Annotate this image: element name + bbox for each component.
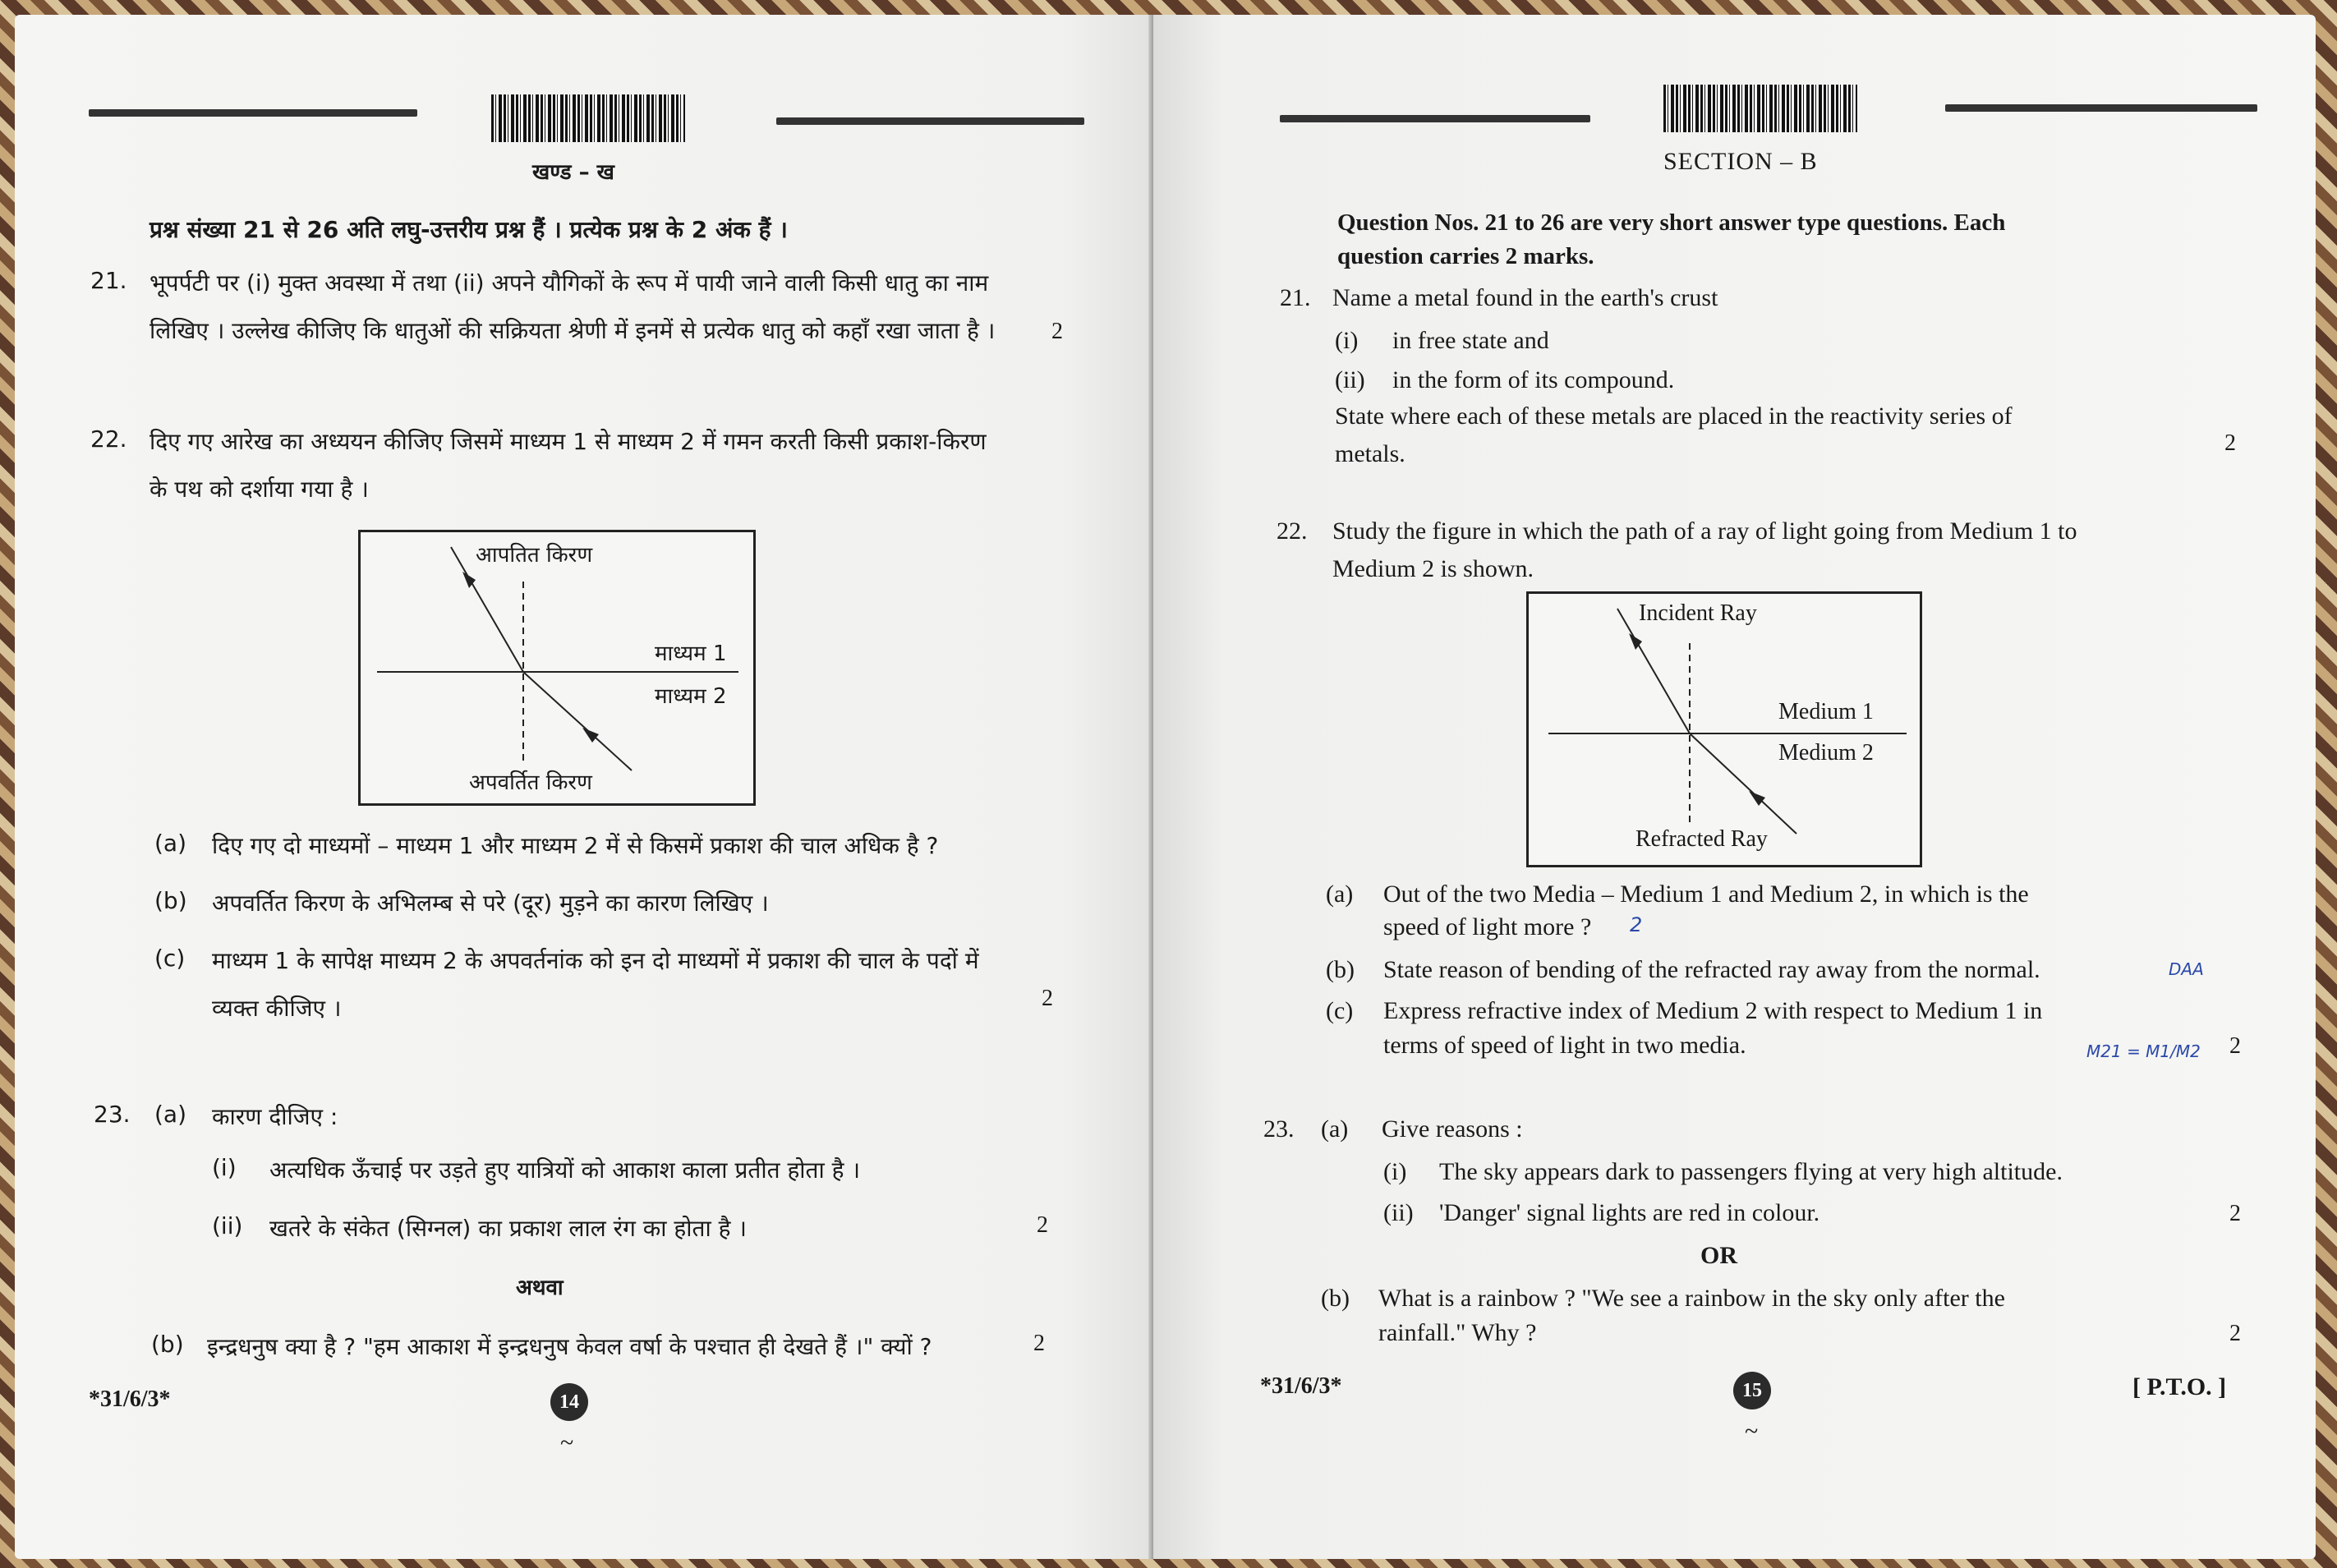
header-rule-left-en xyxy=(1280,115,1590,122)
q23b-label: (b) xyxy=(151,1331,184,1358)
q23b-line2-en: rainfall." Why ? xyxy=(1378,1319,1537,1346)
refracted-arrow-en-icon xyxy=(1749,791,1765,806)
q22a-line1-en: Out of the two Media – Medium 1 and Medium 2, in which is the xyxy=(1383,881,2029,908)
q23a-label-en: (a) xyxy=(1321,1115,1349,1143)
figure-label-refracted-en: Refracted Ray xyxy=(1635,826,1768,852)
q23a-marks-en: 2 xyxy=(2229,1201,2241,1226)
q21-line2: लिखिए । उल्लेख कीजिए कि धातुओं की सक्रियता श्रेणी में इनमें से प्रत्येक धातु को कहाँ रखा जाता है । xyxy=(150,317,996,344)
q23a-marks: 2 xyxy=(1037,1212,1048,1238)
figure-label-refracted-hindi: अपवर्तित किरण xyxy=(469,770,592,795)
header-rule-right xyxy=(776,117,1084,125)
q22a-line2-en: speed of light more ? xyxy=(1383,913,1592,940)
intro-hindi: प्रश्न संख्या 21 से 26 अति लघु-उत्तरीय प्रश्न हैं । प्रत्येक प्रश्न के 2 अंक हैं । xyxy=(150,216,788,243)
barcode xyxy=(491,94,685,142)
pto-label: [ P.T.O. ] xyxy=(2132,1373,2227,1400)
q22c-label-en: (c) xyxy=(1326,997,1354,1024)
q23ii-text-en: 'Danger' signal lights are red in colour. xyxy=(1439,1199,1820,1226)
handwritten-answer-c: M21 = M1/M2 xyxy=(2086,1042,2201,1061)
q23b-label-en: (b) xyxy=(1321,1285,1350,1312)
q23-number: 23. xyxy=(94,1101,131,1128)
section-heading-english: SECTION – B xyxy=(1663,148,1818,175)
intro-line1: Question Nos. 21 to 26 are very short answer type questions. Each xyxy=(1337,209,2006,236)
page-number-left: 14 xyxy=(550,1383,588,1421)
figure-label-incident-en: Incident Ray xyxy=(1639,600,1757,626)
q22-marks-en: 2 xyxy=(2229,1033,2241,1059)
q23b-marks: 2 xyxy=(1033,1331,1045,1356)
q23i-label-en: (i) xyxy=(1383,1158,1407,1185)
q23ii-label: (ii) xyxy=(212,1212,243,1239)
barcode-en xyxy=(1663,85,1857,132)
refracted-arrow-icon xyxy=(582,728,599,743)
refraction-diagram-english xyxy=(1529,594,1920,865)
q23b-line1-en: What is a rainbow ? "We see a rainbow in the sky only after the xyxy=(1378,1285,2005,1312)
q22c-line1: माध्यम 1 के सापेक्ष माध्यम 2 के अपवर्तनांक को इन दो माध्यमों में प्रकाश की चाल के पदों में xyxy=(212,947,979,974)
q21-line1: भूपर्पटी पर (i) मुक्त अवस्था में तथा (ii) अपने यौगिकों के रूप में पायी जाने वाली किसी धातु का नाम xyxy=(150,269,989,297)
q22b-label: (b) xyxy=(154,887,187,914)
tilde-right: ~ xyxy=(1745,1418,1759,1445)
q22b-text: अपवर्तित किरण के अभिलम्ब से परे (दूर) मुड़ने का कारण लिखिए । xyxy=(212,890,769,917)
q21i-label-en: (i) xyxy=(1335,327,1359,354)
q22-number: 22. xyxy=(90,425,127,453)
q23i-label: (i) xyxy=(212,1154,237,1181)
q22b-text-en: State reason of bending of the refracted ray away from the normal. xyxy=(1383,956,2040,983)
q23-number-en: 23. xyxy=(1263,1115,1295,1143)
figure-label-incident-hindi: आपतित किरण xyxy=(476,543,593,568)
q22a-label: (a) xyxy=(154,830,187,857)
q22-line1-en: Study the figure in which the path of a ray of light going from Medium 1 to xyxy=(1332,517,2077,545)
q21-marks-en: 2 xyxy=(2224,430,2236,456)
figure-label-medium1-hindi: माध्यम 1 xyxy=(655,641,727,666)
q22-line2-en: Medium 2 is shown. xyxy=(1332,555,1534,582)
q22a-label-en: (a) xyxy=(1326,881,1354,908)
page-number-right: 15 xyxy=(1733,1372,1771,1409)
q22c-line1-en: Express refractive index of Medium 2 with respect to Medium 1 in xyxy=(1383,997,2043,1024)
q22-marks: 2 xyxy=(1042,986,1053,1011)
figure-label-medium1-en: Medium 1 xyxy=(1778,699,1874,724)
q21-state-line1: State where each of these metals are placed in the reactivity series of xyxy=(1335,402,2013,430)
q23b-marks-en: 2 xyxy=(2229,1321,2241,1346)
q22-number-en: 22. xyxy=(1277,517,1308,545)
footer-code-right: *31/6/3* xyxy=(1260,1373,1342,1399)
q23b-text: इन्द्रधनुष क्या है ? "हम आकाश में इन्द्रधनुष केवल वर्षा के पश्चात ही देखते हैं ।" क्यों ? xyxy=(207,1333,932,1360)
or-english: OR xyxy=(1700,1242,1737,1269)
refraction-figure-english xyxy=(1526,591,1922,867)
q23ii-label-en: (ii) xyxy=(1383,1199,1414,1226)
or-hindi: अथवा xyxy=(516,1276,564,1300)
q22-line1: दिए गए आरेख का अध्ययन कीजिए जिसमें माध्यम 1 से माध्यम 2 में गमन करती किसी प्रकाश-किरण xyxy=(150,428,987,455)
q22-line2: के पथ को दर्शाया गया है । xyxy=(150,476,369,503)
q23i-text-en: The sky appears dark to passengers flying at very high altitude. xyxy=(1439,1158,2063,1185)
q23a-text-en: Give reasons : xyxy=(1382,1115,1523,1143)
q23a-text: कारण दीजिए : xyxy=(212,1103,338,1130)
tilde-left: ~ xyxy=(560,1429,574,1456)
refraction-figure-hindi xyxy=(358,530,756,806)
handwritten-answer-b: DAA xyxy=(2169,959,2204,979)
q21-marks: 2 xyxy=(1051,319,1063,344)
q23i-text: अत्यधिक ऊँचाई पर उड़ते हुए यात्रियों को आकाश काला प्रतीत होता है । xyxy=(269,1156,861,1184)
incident-ray-en xyxy=(1617,609,1690,733)
figure-label-medium2-en: Medium 2 xyxy=(1778,740,1874,766)
q21-number: 21. xyxy=(90,267,127,294)
header-rule-left xyxy=(89,109,417,117)
section-heading-hindi: खण्ड – ख xyxy=(532,160,614,185)
refracted-ray xyxy=(523,672,632,770)
q23ii-text: खतरे के संकेत (सिग्नल) का प्रकाश लाल रंग का होता है । xyxy=(269,1215,748,1242)
footer-code-left: *31/6/3* xyxy=(89,1386,171,1412)
q22c-label: (c) xyxy=(154,945,186,972)
intro-line2: question carries 2 marks. xyxy=(1337,243,1594,269)
q21-state-line2: metals. xyxy=(1335,440,1405,467)
q22c-line2-en: terms of speed of light in two media. xyxy=(1383,1032,1746,1059)
handwritten-answer-a: 2 xyxy=(1630,913,1643,936)
q21-number-en: 21. xyxy=(1280,284,1311,311)
header-rule-right-en xyxy=(1945,104,2257,112)
figure-label-medium2-hindi: माध्यम 2 xyxy=(655,684,727,709)
q21i-text-en: in free state and xyxy=(1392,327,1549,354)
q21-text-en: Name a metal found in the earth's crust xyxy=(1332,284,1718,311)
q22c-line2: व्यक्त कीजिए । xyxy=(212,995,342,1022)
q23a-label: (a) xyxy=(154,1101,187,1128)
refraction-diagram-hindi xyxy=(361,532,753,803)
q21ii-text-en: in the form of its compound. xyxy=(1392,366,1675,393)
q22a-text: दिए गए दो माध्यमों – माध्यम 1 और माध्यम 2 में से किसमें प्रकाश की चाल अधिक है ? xyxy=(212,832,939,859)
q21ii-label-en: (ii) xyxy=(1335,366,1365,393)
q22b-label-en: (b) xyxy=(1326,956,1355,983)
